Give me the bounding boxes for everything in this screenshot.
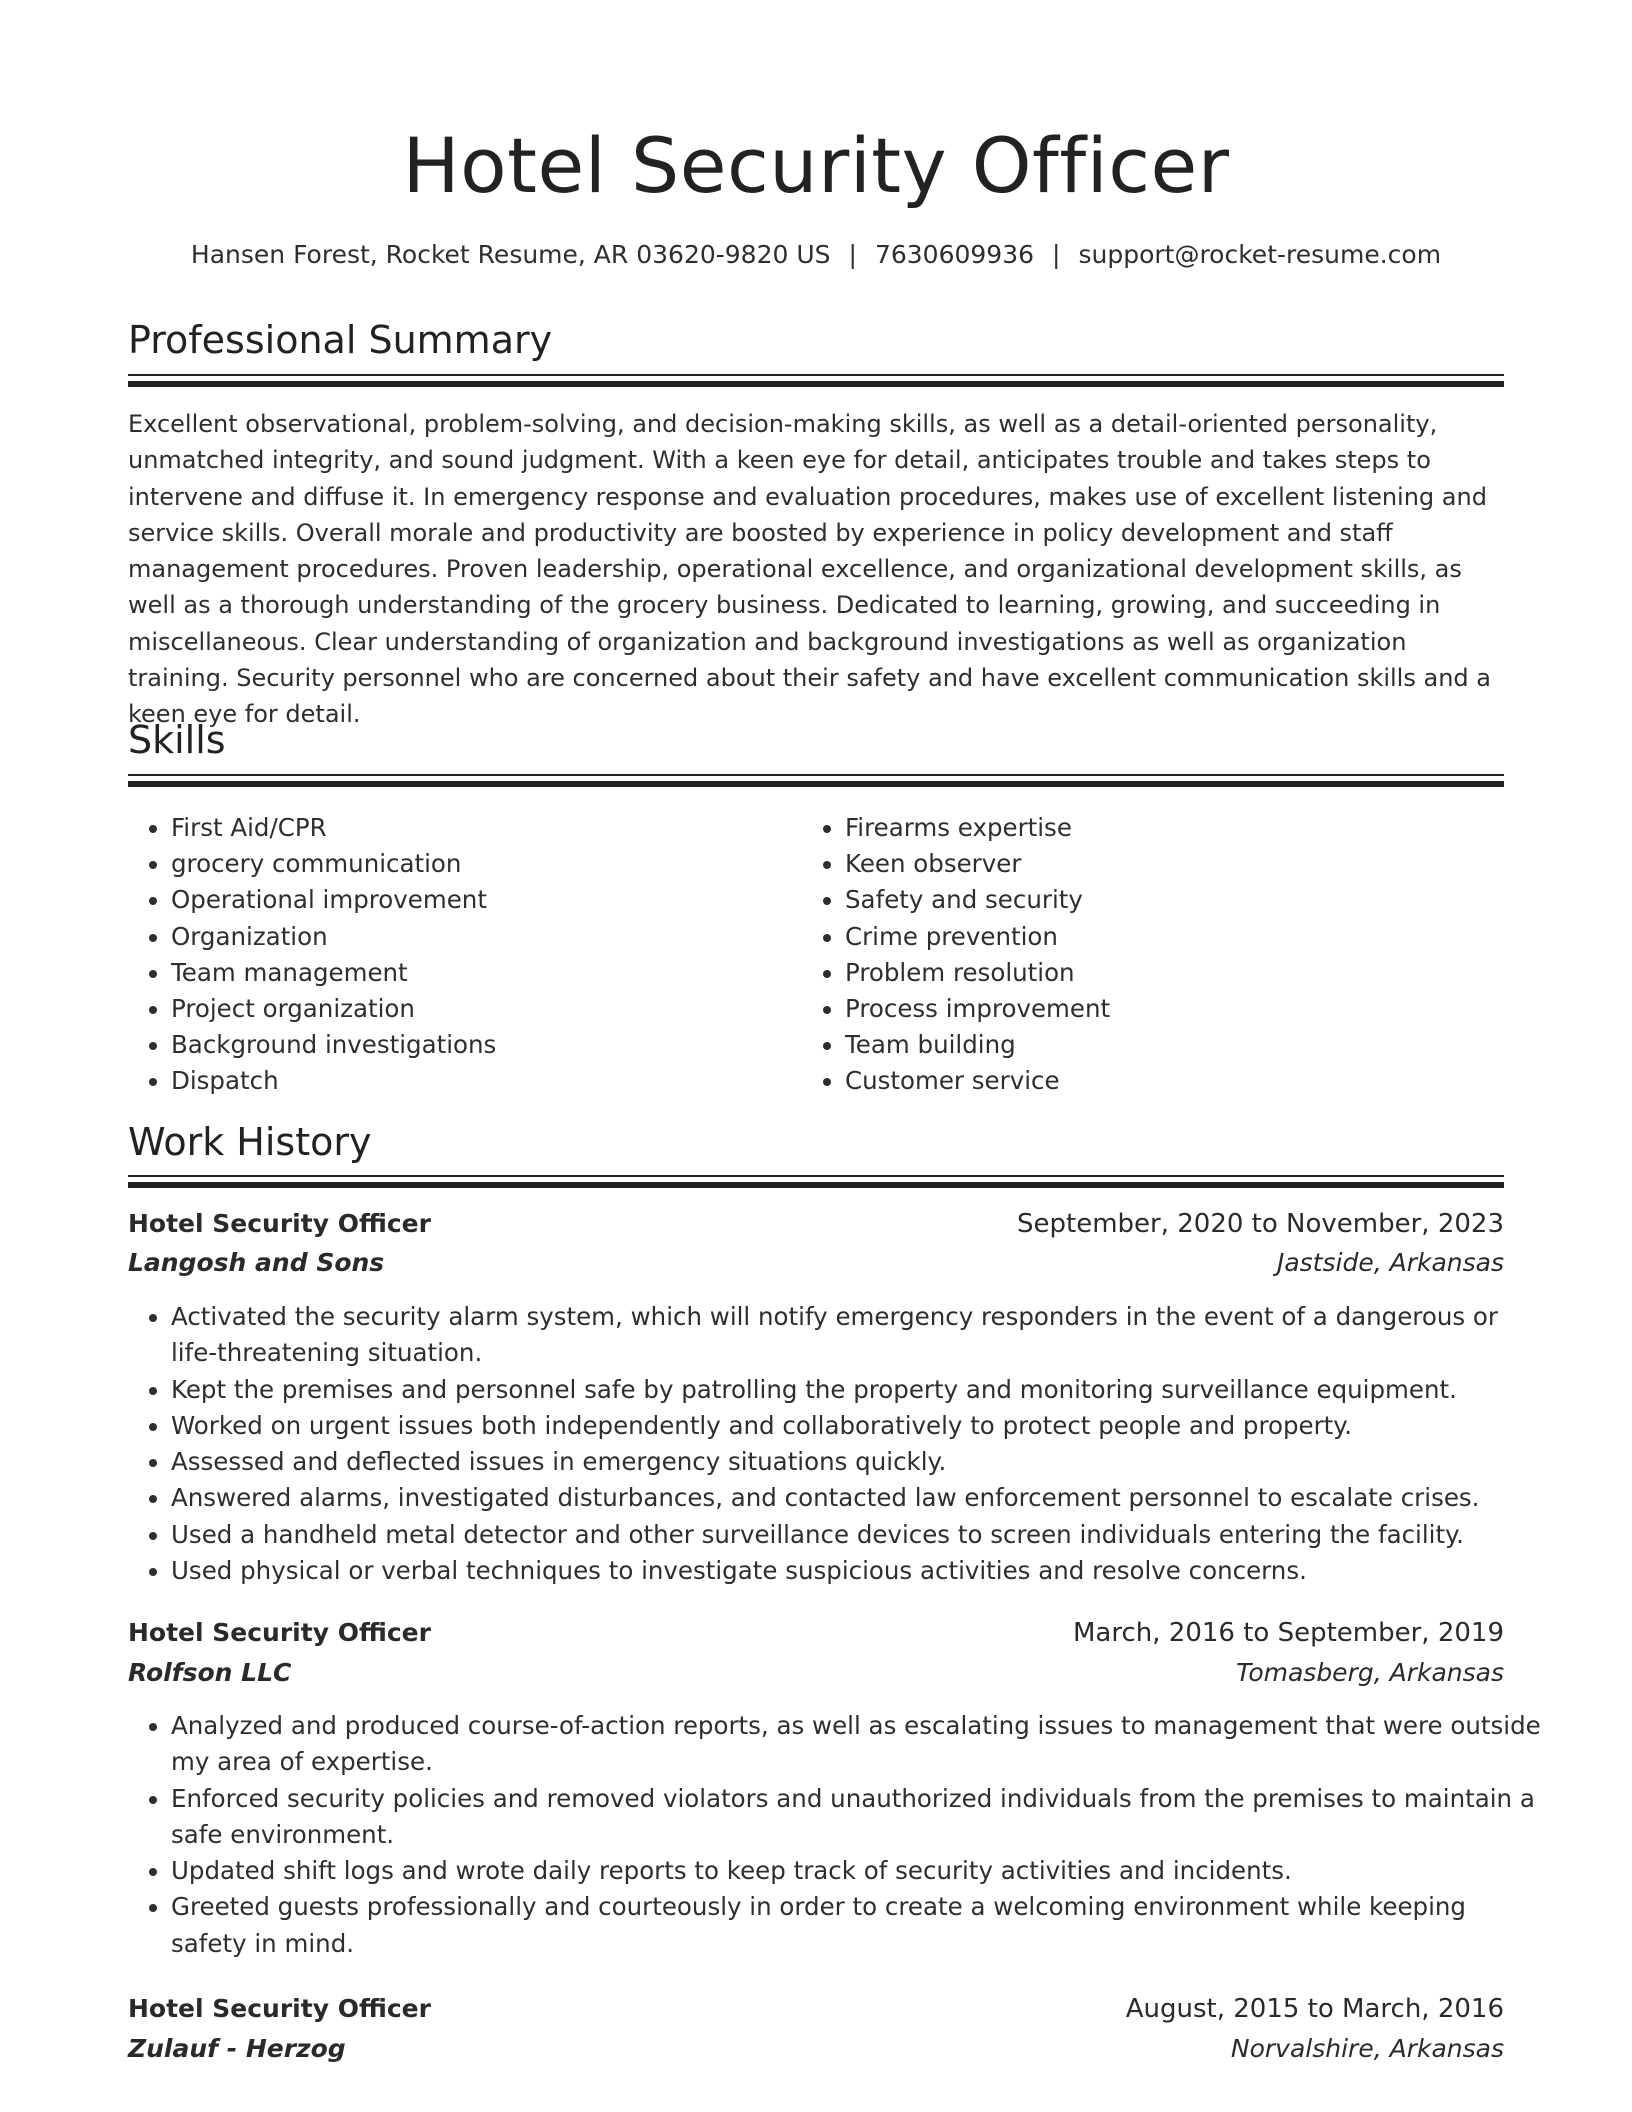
skill-item: • Dispatch bbox=[171, 1063, 791, 1099]
section-divider bbox=[128, 774, 1504, 787]
skill-item: • Team management bbox=[171, 955, 791, 991]
skill-item: • Firearms expertise bbox=[845, 810, 1545, 846]
job-duty: • Kept the premises and personnel safe by patrolling the property and monitoring surveillance equipment. bbox=[171, 1372, 1547, 1408]
job-location: Tomasberg, Arkansas bbox=[1236, 1658, 1504, 1687]
job-title: Hotel Security Officer bbox=[128, 1994, 431, 2023]
job-company: Zulauf - Herzog bbox=[128, 2034, 346, 2063]
job-location: Jastside, Arkansas bbox=[1276, 1248, 1504, 1277]
skill-item: • Crime prevention bbox=[845, 919, 1545, 955]
skill-item: • Customer service bbox=[845, 1063, 1545, 1099]
job-dates: September, 2020 to November, 2023 bbox=[1017, 1209, 1504, 1239]
section-divider bbox=[128, 1175, 1504, 1188]
job-company: Langosh and Sons bbox=[128, 1248, 385, 1277]
job-duty: • Assessed and deflected issues in emergency situations quickly. bbox=[171, 1444, 1547, 1480]
contact-line bbox=[0, 238, 1632, 272]
skill-item: • First Aid/CPR bbox=[171, 810, 791, 846]
job-location: Norvalshire, Arkansas bbox=[1230, 2034, 1504, 2063]
job-duties-list bbox=[128, 1708, 1547, 1962]
job-dates: March, 2016 to September, 2019 bbox=[1073, 1618, 1504, 1648]
skill-item: • Project organization bbox=[171, 991, 791, 1027]
job-duty: • Used physical or verbal techniques to investigate suspicious activities and resolve concerns. bbox=[171, 1553, 1547, 1589]
section-divider bbox=[128, 374, 1504, 387]
contact-separator: | bbox=[1052, 240, 1061, 269]
skill-item: • Team building bbox=[845, 1027, 1545, 1063]
skill-item: • Organization bbox=[171, 919, 791, 955]
skill-item: • Problem resolution bbox=[845, 955, 1545, 991]
job-duty: • Analyzed and produced course-of-action reports, as well as escalating issues to management that were outside my area of expertise. bbox=[171, 1708, 1547, 1781]
job-duty: • Worked on urgent issues both independently and collaboratively to protect people and property. bbox=[171, 1408, 1547, 1444]
job-duty: • Greeted guests professionally and courteously in order to create a welcoming environment while keeping safety in mind. bbox=[171, 1889, 1547, 1962]
skill-item: • Process improvement bbox=[845, 991, 1545, 1027]
summary-text: Excellent observational, problem-solving, and decision-making skills, as well as a detail-oriented personality, unmatched integrity, and sound judgment. With a keen eye for detail, anticipates trouble and takes steps to intervene and diffuse it. In emergency response and evaluation procedures, makes use of excellent listening and service skills. Overall morale and productivity are boosted by experience in policy development and staff management procedures. Proven leadership, operational excellence, and organizational development skills, as well as a thorough understanding of the grocery business. Dedicated to learning, growing, and succeeding in miscellaneous. Clear understanding of organization and background investigations as well as organization training. Security personnel who are concerned about their safety and have excellent communication skills and a keen eye for detail. bbox=[128, 410, 1491, 729]
contact-phone: 7630609936 bbox=[874, 240, 1035, 269]
job-duty: • Answered alarms, investigated disturbances, and contacted law enforcement personnel to escalate crises. bbox=[171, 1480, 1547, 1516]
resume-title: Hotel Security Officer bbox=[402, 121, 1230, 210]
skill-item: • Keen observer bbox=[845, 846, 1545, 882]
skills-list-right bbox=[802, 810, 1545, 1100]
job-duty: • Enforced security policies and removed violators and unauthorized individuals from the premises to maintain a safe environment. bbox=[171, 1781, 1547, 1854]
job-title: Hotel Security Officer bbox=[128, 1618, 431, 1647]
job-duty: • Used a handheld metal detector and other surveillance devices to screen individuals entering the facility. bbox=[171, 1517, 1547, 1553]
section-heading-summary: Professional Summary bbox=[128, 318, 553, 362]
contact-separator: | bbox=[848, 240, 857, 269]
contact-address: Hansen Forest, Rocket Resume, AR 03620-9820 US bbox=[190, 240, 831, 269]
contact-email[interactable]: support@rocket-resume.com bbox=[1078, 240, 1442, 269]
job-title: Hotel Security Officer bbox=[128, 1209, 431, 1238]
skill-item: • grocery communication bbox=[171, 846, 791, 882]
section-heading-skills: Skills bbox=[128, 718, 226, 762]
section-heading-work-history: Work History bbox=[128, 1120, 372, 1164]
job-duty: • Updated shift logs and wrote daily reports to keep track of security activities and incidents. bbox=[171, 1853, 1547, 1889]
job-company: Rolfson LLC bbox=[128, 1658, 292, 1687]
skills-list-left bbox=[128, 810, 791, 1100]
skill-item: • Safety and security bbox=[845, 882, 1545, 918]
job-duties-list bbox=[128, 1299, 1547, 1589]
job-dates: August, 2015 to March, 2016 bbox=[1125, 1994, 1504, 2024]
skill-item: • Background investigations bbox=[171, 1027, 791, 1063]
job-duty: • Activated the security alarm system, which will notify emergency responders in the event of a dangerous or life-threatening situation. bbox=[171, 1299, 1547, 1372]
skill-item: • Operational improvement bbox=[171, 882, 791, 918]
